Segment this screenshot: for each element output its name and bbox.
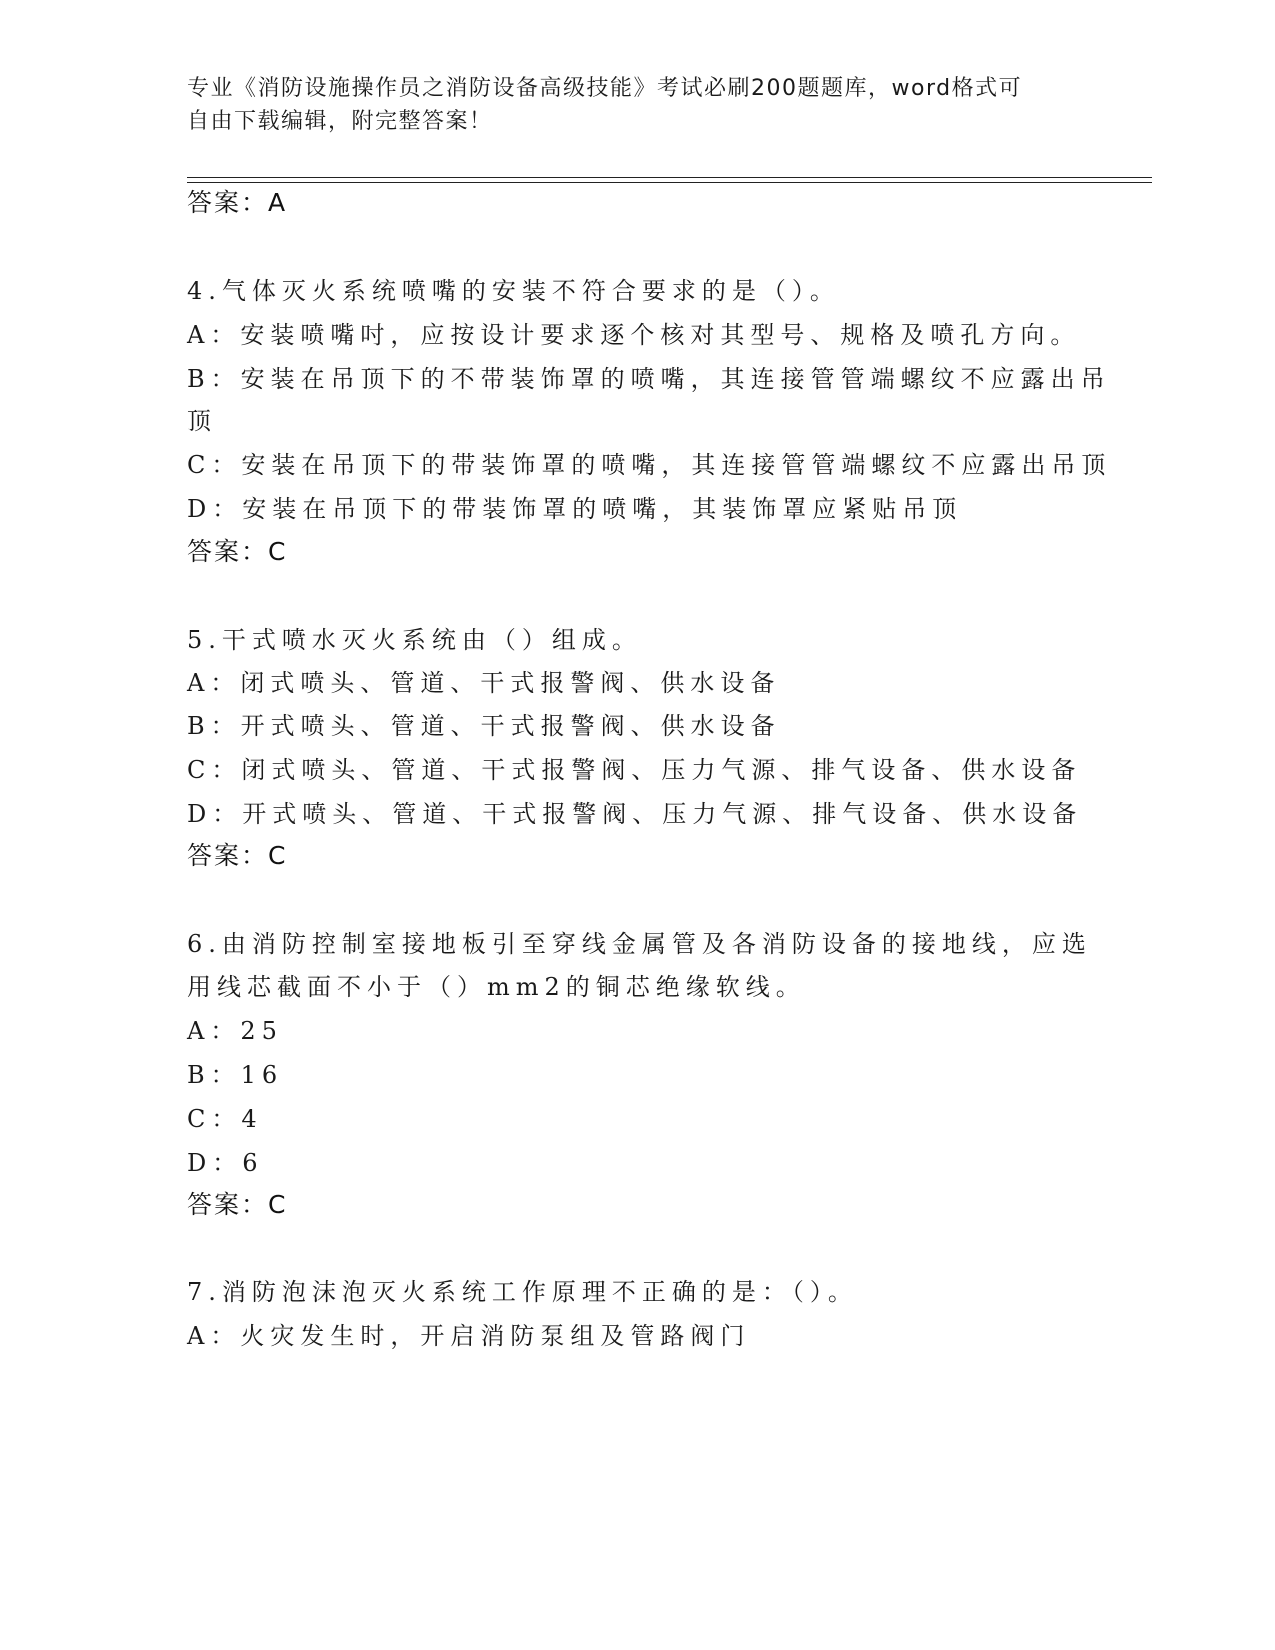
document-header — [187, 72, 1067, 138]
header-line-1: 专业《消防设施操作员之消防设备高级技能》考试必刷200题题库，word格式可 — [187, 76, 1023, 101]
header-divider-top — [187, 177, 1152, 178]
question-5-option-d: D：开式喷头、管道、干式报警阀、压力气源、排气设备、供水设备 — [187, 800, 1083, 828]
question-4-stem: 4.气体灭火系统喷嘴的安装不符合要求的是（）。 — [187, 277, 840, 305]
question-6-option-c: C：4 — [187, 1105, 263, 1133]
question-4-option-a: A：安装喷嘴吋，应按设计要求逐个核对其型号、规格及喷孔方向。 — [187, 321, 1081, 349]
question-6-option-a: A：25 — [187, 1017, 283, 1045]
question-5-option-b: B：开式喷头、管道、干式报警阀、供水设备 — [187, 712, 781, 740]
question-6-stem-line-2: 用线芯截面不小于（）mm2的铜芯绝缘软线。 — [187, 973, 806, 1001]
question-5-option-a: A：闭式喷头、管道、干式报警阀、供水设备 — [187, 669, 781, 697]
question-7-option-a: A：火灾发生时，开启消防泵组及管路阀门 — [187, 1322, 751, 1350]
question-5-stem: 5.干式喷水灭火系统由（）组成。 — [187, 626, 642, 654]
question-4-answer: 答案：C — [187, 537, 288, 566]
question-4-option-b-continued: 顶 — [187, 407, 217, 435]
question-6-option-b: B：16 — [187, 1061, 284, 1089]
question-4-option-c: C：安装在吊顶下的带装饰罩的喷嘴，其连接管管端螺纹不应露出吊顶 — [187, 451, 1112, 479]
question-6-answer: 答案：C — [187, 1190, 288, 1219]
question-7-stem: 7.消防泡沫泡灭火系统工作原理不正确的是：（）。 — [187, 1278, 858, 1306]
header-line-2: 自由下载编辑，附完整答案！ — [187, 109, 493, 134]
question-4-option-b: B：安装在吊顶下的不带装饰罩的喷嘴，其连接管管端螺纹不应露出吊 — [187, 365, 1111, 393]
header-divider-bottom — [187, 182, 1152, 183]
question-5-answer: 答案：C — [187, 841, 288, 870]
question-6-stem-line-1: 6.由消防控制室接地板引至穿线金属管及各消防设备的接地线，应选 — [187, 930, 1092, 958]
question-5-option-c: C：闭式喷头、管道、干式报警阀、压力气源、排气设备、供水设备 — [187, 756, 1082, 784]
previous-answer: 答案：A — [187, 188, 288, 217]
question-6-option-d: D：6 — [187, 1149, 264, 1177]
question-4-option-d: D：安装在吊顶下的带装饰罩的喷嘴，其装饰罩应紧贴吊顶 — [187, 495, 963, 523]
